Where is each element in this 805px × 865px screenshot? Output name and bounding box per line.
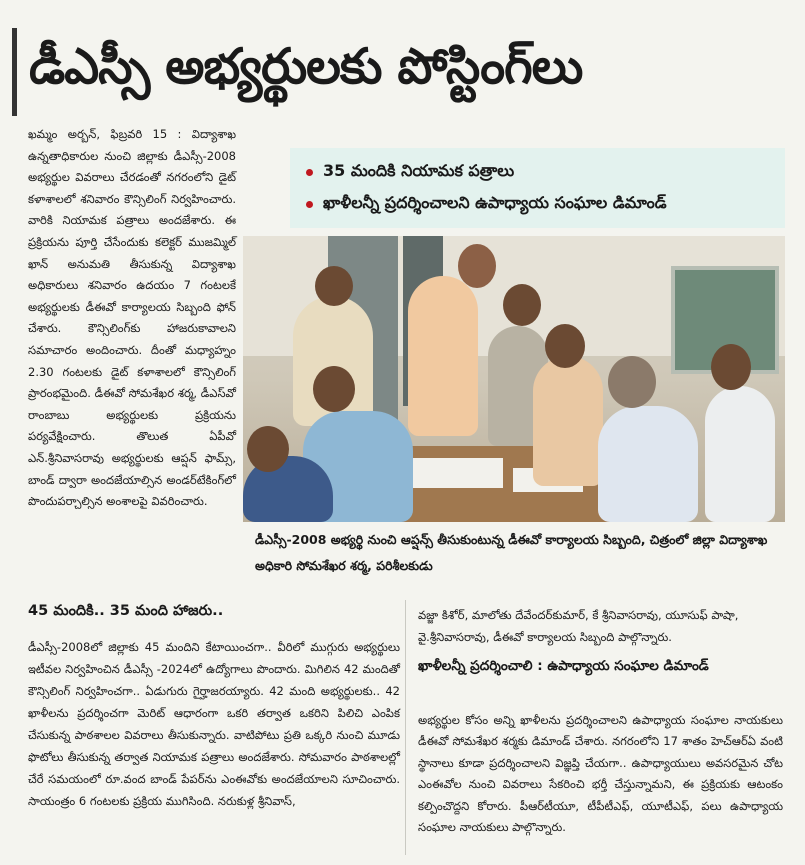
highlight-item (306, 188, 667, 220)
intro-column (28, 124, 236, 509)
body-column-1 (28, 636, 400, 861)
subheading-attendance: 45 మందికి.. 35 మంది హాజరు.. (28, 603, 224, 619)
column-divider (405, 600, 406, 855)
bullet-icon (306, 201, 313, 208)
highlight-text: ఖాళీలన్నీ ప్రదర్శించాలని ఉపాధ్యాయ సంఘాల డిమాండ్ (323, 192, 667, 212)
highlight-text: 35 మందికి నియామక పత్రాలు (323, 160, 515, 180)
body-paragraph: వజ్జా కిశోర్‌, మాలోతు దేవేందర్‌కుమార్‌, కే శ్రీనివాసరావు, యూసుఫ్‌ పాషా, వై.శ్రీనివాసరావు, డీఈవో కార్యాలయ సిబ్బంది పాల్గొన్నారు. (418, 608, 739, 644)
bullet-icon (306, 169, 313, 176)
news-photo (243, 236, 785, 522)
subheading-demand: ఖాళీలన్నీ ప్రదర్శించాలి : ఉపాధ్యాయ సంఘాల డిమాండ్‌ (418, 658, 709, 674)
body-paragraph: అభ్యర్థుల కోసం అన్ని ఖాళీలను ప్రదర్శించాలని ఉపాధ్యాయ సంఘాల నాయకులు డీఈవో సోమశేఖర శర్మకు డిమాండ్‌ చేశారు. నగరంలోని 17 శాతం హెచ్‌ఆర్‌ఏ వంటి స్థానాలు కూడా ప్రదర్శించాలని విజ్ఞప్తి చేయగా.. ఉపాధ్యాయులు అవసరమైన చోట ఎంఈవోల నుంచి వివరాలు సేకరించి భర్తీ చేస్తున్నామని, ఈ ప్రక్రియకు ఆటంకం కల్పించొద్దని కోరారు. పీఆర్‌టీయూ, టీపీటీఎఫ్‌, యూటీఎఫ్‌, పలు ఉపాధ్యాయ సంఘాల నాయకులు పాల్గొన్నారు. (418, 713, 783, 835)
highlights-box (290, 148, 785, 228)
intro-paragraph: ఖమ్మం అర్బన్‌, ఫిబ్రవరి 15 : విద్యాశాఖ ఉన్నతాధికారుల నుంచి జిల్లాకు డీఎస్సీ-2008 అభ్యర్థుల వివరాలు చేరడంతో నగరంలోని డైట్‌ కళాశాలలో శనివారం కౌన్సిలింగ్‌ నిర్వహించారు. వారికి నియామక పత్రాలు అందజేశారు. ఈ ప్రక్రియను పూర్తి చేసేందుకు కలెక్టర్‌ ముజమ్మిల్‌ ఖాన్‌ అనుమతి తీసుకున్న విద్యాశాఖ అధికారులు శనివారం ఉదయం 7 గంటలకే అభ్యర్థులకు డీఈవో కార్యాలయ సిబ్బంది ఫోన్‌ చేశారు. కౌన్సిలింగ్‌కు హాజరుకావాలని సమాచారం అందించారు. దీంతో మధ్యాహ్నం 2.30 గంటలకు డైట్‌ కళాశాలలో కౌన్సిలింగ్‌ ప్రారంభమైంది. డీఈవో సోమశేఖర శర్మ, డీఎస్‌వో రాంబాబు అభ్యర్థులకు ప్రక్రియను పర్యవేక్షించారు. తొలుత ఏపీవో ఎన్‌.శ్రీనివాసరావు అభ్యర్థులకు ఆప్షన్‌ ఫామ్స్‌, బాండ్‌ ద్వారా అందజేయాల్సిన అండర్‌టేకింగ్‌లో పొందుపర్చాల్సిన అంశాలపై వివరించారు. (28, 127, 236, 509)
headline: డీఎస్సీ అభ్యర్థులకు పోస్టింగ్‌లు (12, 28, 805, 116)
body-column-1-continued (418, 604, 783, 650)
photo-caption: డీఎస్సీ-2008 అభ్యర్థి నుంచి ఆప్షన్స్‌ తీసుకుంటున్న డీఈవో కార్యాలయ సిబ్బంది, చిత్రంలో జిల్లా విద్యాశాఖ అధికారి సోమశేఖర శర్మ, పరిశీలకుడు (255, 532, 768, 573)
body-paragraph: డీఎస్సీ-2008లో జిల్లాకు 45 మందిని కేటాయించగా.. వీరిలో ముగ్గురు అభ్యర్థులు ఇటీవల నిర్వహించిన డీఎస్సీ -2024లో ఉద్యోగాలు పొందారు. మిగిలిన 42 మందితో కౌన్సిలింగ్‌ నిర్వహించగా.. ఏడుగురు గైర్హాజరయ్యారు. 42 మంది అభ్యర్థులకు.. 42 ఖాళీలను ప్రదర్శించగా మెరిట్‌ ఆధారంగా ఒకరి తర్వాత ఒకరిని పిలిచి ఎంపిక చేసుకున్న పాఠశాలల వివరాలు తీసుకున్నారు. వాటిపోటు ప్రతి ఒక్కరి నుంచి మూడు ఫొటోలు తీసుకున్న తర్వాత నియామక పత్రాలు అందజేశారు. సోమవారం పాఠశాలల్లో చేరే సమయంలో రూ.వంద బాండ్‌ పేపర్‌ను ఎంఈవోకు అందజేయాలని సూచించారు. సాయంత్రం 6 గంటలకు ప్రక్రియ ముగిసింది. నరుకుళ్ల శ్రీనివాస్‌, (28, 640, 400, 808)
body-column-2 (418, 710, 783, 862)
highlight-item (306, 156, 514, 188)
